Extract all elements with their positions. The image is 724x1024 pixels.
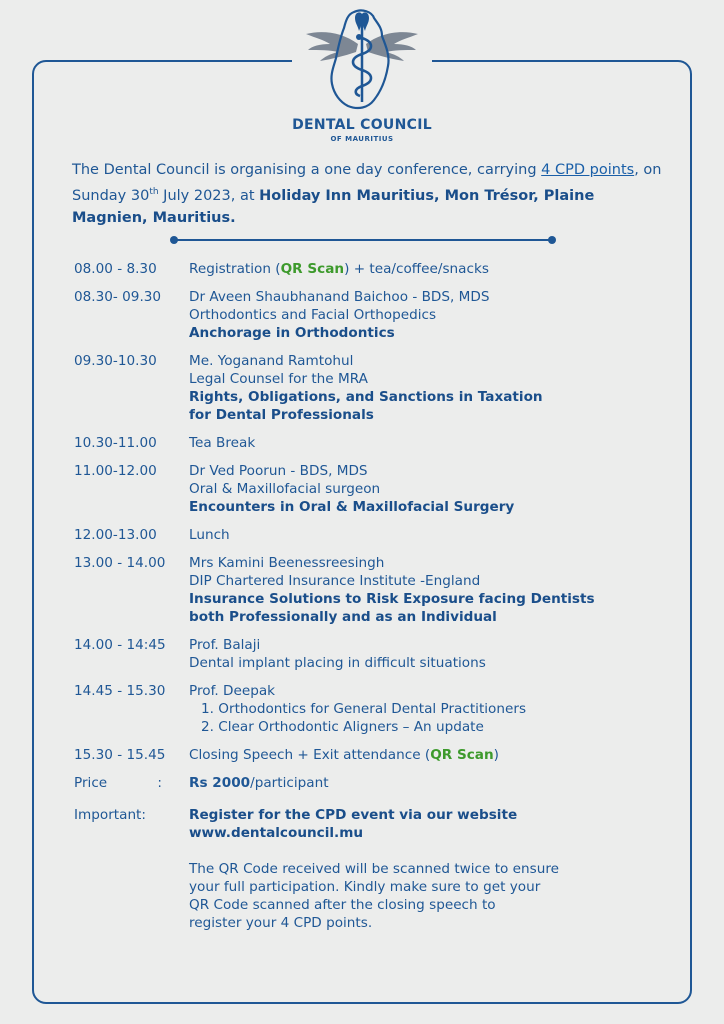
item-text: Registration ( (189, 261, 281, 277)
item-text: ) (493, 747, 499, 763)
time-slot: 08.30- 09.30 (74, 289, 162, 305)
register-instruction: Register for the CPD event via our website (189, 807, 518, 823)
speaker-role: Legal Counsel for the MRA (189, 371, 368, 387)
time-slot: 12.00-13.00 (74, 527, 157, 543)
time-slot: 13.00 - 14.00 (74, 555, 166, 571)
talk-topic: both Professionally and as an Individual (189, 609, 497, 625)
schedule-row (74, 636, 654, 672)
speaker-role: Oral & Maxillofacial surgeon (189, 481, 381, 497)
schedule-row (74, 260, 654, 278)
talk-topic: Anchorage in Orthodontics (189, 325, 395, 341)
speaker-role: DIP Chartered Insurance Institute -England (189, 573, 481, 589)
item-text: Lunch (189, 527, 230, 543)
time-slot: 14.00 - 14:45 (74, 637, 166, 653)
talk-item: 1. Orthodontics for General Dental Practitioners (201, 701, 527, 717)
caduceus-map-emblem (302, 4, 422, 116)
speaker: Prof. Deepak (189, 683, 276, 699)
talk-topic: Insurance Solutions to Risk Exposure facing Dentists (189, 591, 595, 607)
price-label: Price (74, 775, 108, 791)
schedule-row (74, 352, 654, 424)
talk-topic: Encounters in Oral & Maxillofacial Surgery (189, 499, 515, 515)
qr-note-line: The QR Code received will be scanned twice to ensure (189, 861, 560, 877)
price-unit: /participant (250, 775, 329, 791)
schedule (74, 260, 654, 942)
price-row (74, 774, 654, 792)
talk-item: 2. Clear Orthodontic Aligners – An update (201, 719, 484, 735)
schedule-row (74, 746, 654, 764)
date-superscript: th (149, 187, 159, 197)
speaker: Prof. Balaji (189, 637, 261, 653)
speaker: Dr Aveen Shaubhanand Baichoo - BDS, MDS (189, 289, 490, 305)
price-colon: : (157, 775, 162, 791)
intro-paragraph (72, 159, 662, 229)
time-slot: 09.30-10.30 (74, 353, 157, 369)
schedule-row (74, 682, 654, 736)
website-link[interactable]: www.dentalcouncil.mu (189, 825, 364, 841)
org-subtitle: OF MAURITIUS (330, 135, 394, 143)
speaker: Mrs Kamini Beenessreesingh (189, 555, 385, 571)
item-text: ) + tea/coffee/snacks (344, 261, 489, 277)
divider-dot-right (548, 236, 556, 244)
important-row (74, 806, 654, 932)
schedule-row (74, 434, 654, 452)
speaker-role: Dental implant placing in difficult situations (189, 655, 486, 671)
time-slot: 14.45 - 15.30 (74, 683, 166, 699)
time-slot: 15.30 - 15.45 (74, 747, 166, 763)
schedule-row (74, 554, 654, 626)
item-text: Tea Break (189, 435, 256, 451)
schedule-row (74, 288, 654, 342)
talk-topic: for Dental Professionals (189, 407, 374, 423)
price-amount: Rs 2000 (189, 775, 251, 791)
speaker-role: Orthodontics and Facial Orthopedics (189, 307, 437, 323)
qr-scan-label: QR Scan (280, 261, 345, 277)
item-text: Closing Speech + Exit attendance ( (189, 747, 431, 763)
time-slot: 08.00 - 8.30 (74, 261, 157, 277)
divider-dot-left (170, 236, 178, 244)
time-slot: 11.00-12.00 (74, 463, 157, 479)
divider (170, 236, 556, 244)
qr-note-line: your full participation. Kindly make sure to get your (189, 879, 541, 895)
qr-note-line: QR Code scanned after the closing speech to (189, 897, 496, 913)
venue: Holiday Inn Mauritius, Mon Trésor, Plaine Magnien, Mauritius. (72, 187, 595, 226)
speaker: Dr Ved Poorun - BDS, MDS (189, 463, 368, 479)
logo (292, 4, 432, 143)
qr-scan-label: QR Scan (430, 747, 494, 763)
intro-text: The Dental Council is organising a one day conference, carrying (72, 162, 542, 178)
cpd-points-highlight: 4 CPD points (541, 162, 635, 178)
schedule-row (74, 462, 654, 516)
important-label: Important: (74, 807, 146, 823)
time-slot: 10.30-11.00 (74, 435, 157, 451)
speaker: Me. Yoganand Ramtohul (189, 353, 354, 369)
intro-date: , on Sunday 30 (72, 162, 662, 204)
qr-note-line: register your 4 CPD points. (189, 915, 373, 931)
intro-text-2: July 2023, at (158, 187, 260, 204)
talk-topic: Rights, Obligations, and Sanctions in Taxation (189, 389, 543, 405)
schedule-row (74, 526, 654, 544)
org-name: DENTAL COUNCIL (292, 117, 432, 133)
